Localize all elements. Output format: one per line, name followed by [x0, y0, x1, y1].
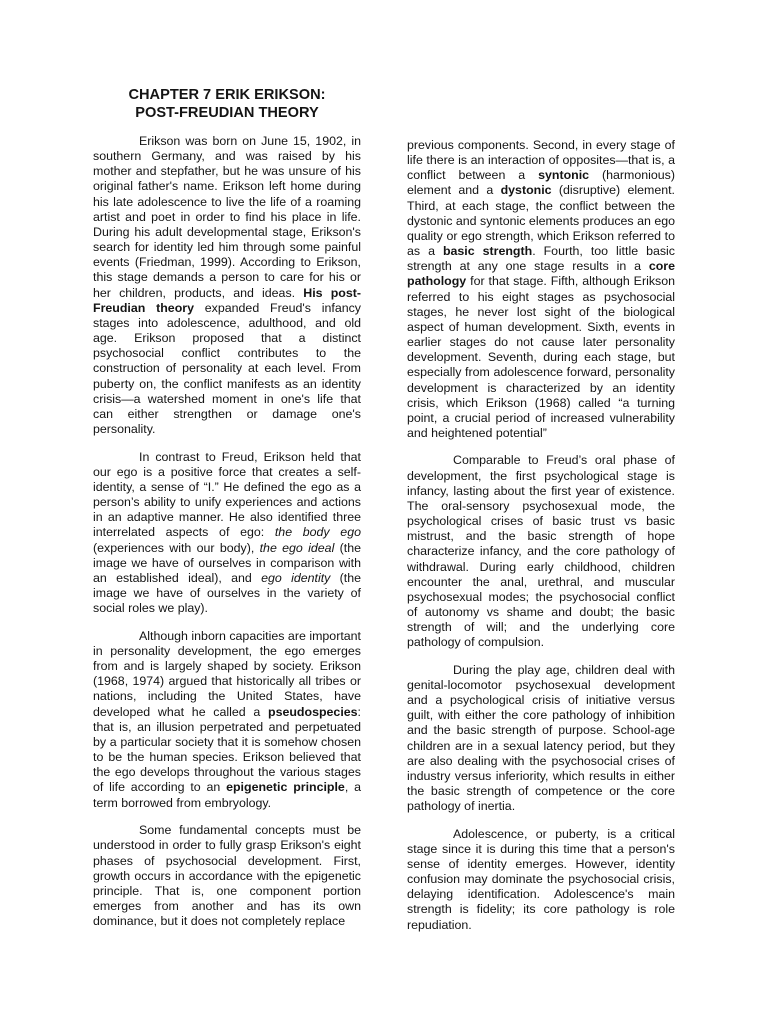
- left-column: [93, 134, 361, 942]
- chapter-title-line-1: CHAPTER 7 ERIK ERIKSON:: [128, 87, 326, 103]
- paragraph-fundamental-concepts: Some fundamental concepts must be understood in order to fully grasp Erikson's eight phases of psychosocial development. First, growth occurs in accordance with the epigenetic principle. That is, one component portion emerges from another and has its own dominance, but it does not completely replace: [93, 823, 361, 929]
- term-post-freudian-theory: His post-Freudian theory: [93, 285, 361, 315]
- term-ego-identity: ego identity: [261, 570, 331, 585]
- paragraph-ego-concept: In contrast to Freud, Erikson held that our ego is a positive force that creates a self-identity, a sense of “I.” He defined the ego as a person’s ability to unify experiences and actions in an adaptive manner. He also identified three interrelated aspects of ego: the body ego (experiences with our body), the ego ideal (the image we have of ourselves in comparison with an established ideal), and ego identity (the image we have of ourselves in the variety of social roles we play).: [93, 449, 361, 616]
- term-epigenetic-principle: epigenetic principle: [226, 780, 345, 795]
- chapter-title: [93, 87, 361, 122]
- paragraph-play-age-school-age: During the play age, children deal with genital-locomotor psychosexual development and a psychological crisis of initiative versus guilt, with either the core pathology of inhibition and the basic strength of purpose. School-age children are in a sexual latency period, but they are also dealing with the psychosocial crises of industry versus inferiority, which results in either the basic strength of competence or the core pathology of inertia.: [407, 662, 675, 814]
- term-core-pathology: core pathology: [407, 259, 675, 289]
- right-column: [407, 138, 675, 945]
- paragraph-society-and-ego: Although inborn capacities are important in personality development, the ego emerges from and is largely shaped by society. Erikson (1968, 1974) argued that historically all tribes or nations, including the United States, have developed what he called a pseudospecies: that is, an illusion perpetrated and perpetuated by a particular society that it is somehow chosen to be the human species. Erikson believed that the ego develops throughout the various stages of life according to an epigenetic principle, a term borrowed from embryology.: [93, 628, 361, 810]
- term-body-ego: the body ego: [274, 525, 361, 540]
- term-pseudospecies: pseudospecies: [268, 704, 358, 719]
- chapter-title-line-2: POST-FREUDIAN THEORY: [135, 104, 319, 121]
- paragraph-infancy-early-childhood: Comparable to Freud’s oral phase of development, the first psychological stage is infancy, lasting about the first year of existence. The oral-sensory psychosexual mode, the psychological crises of basic trust vs basic mistrust, and the basic strength of hope characterize infancy, and the core pathology of withdrawal. During early childhood, children encounter the anal, urethral, and muscular psychosexual modes; the psychosocial conflict of autonomy vs shame and doubt; the basic strength of will; and the underlying core pathology of compulsion.: [407, 453, 675, 650]
- paragraph-adolescence: Adolescence, or puberty, is a critical stage since it is during this time that a person's sense of identity emerges. However, identity confusion may dominate the psychosocial crisis, delaying identification. Adolescence's main strength is fidelity; its core pathology is role repudiation.: [407, 826, 675, 932]
- paragraph-erikson-biography: Erikson was born on June 15, 1902, in southern Germany, and was raised by his mother and stepfather, but he was unsure of his original father's name. Erikson left home during his late adolescence to live the life of a roaming artist and poet in order to find his place in life. During his adult developmental stage, Erikson's search for identity led him through some painful events (Friedman, 1999). According to Erikson, this stage demands a person to care for his or her children, products, and ideas. His post-Freudian theory expanded Freud's infancy stages into adolescence, adulthood, and old age. Erikson proposed that a distinct psychosocial conflict contributes to the construction of personality at each level. From puberty on, the conflict manifests as an identity crisis—a watershed moment in one's life that can either strengthen or damage one's personality.: [93, 134, 361, 436]
- term-ego-ideal: the ego ideal: [259, 540, 335, 555]
- term-basic-strength: basic strength: [442, 244, 533, 259]
- term-dystonic: dystonic: [500, 183, 552, 198]
- term-syntonic: syntonic: [538, 168, 590, 183]
- paragraph-fundamental-concepts-continued: previous components. Second, in every stage of life there is an interaction of opposites—that is, a conflict between a syntonic (harmonious) element and a dystonic (disruptive) element. Third, at each stage, the conflict between the dystonic and syntonic elements produces an ego quality or ego strength, which Erikson referred to as a basic strength. Fourth, too little basic strength at any one stage results in a core pathology for that stage. Fifth, although Erikson referred to his eight stages as psychosocial stages, he never lost sight of the biological aspect of human development. Sixth, events in earlier stages do not cause later personality development. Seventh, during each stage, but especially from adolescence forward, personality development is characterized by an identity crisis, which Erikson (1968) called “a turning point, a crucial period of increased vulnerability and heightened potential”: [407, 138, 675, 440]
